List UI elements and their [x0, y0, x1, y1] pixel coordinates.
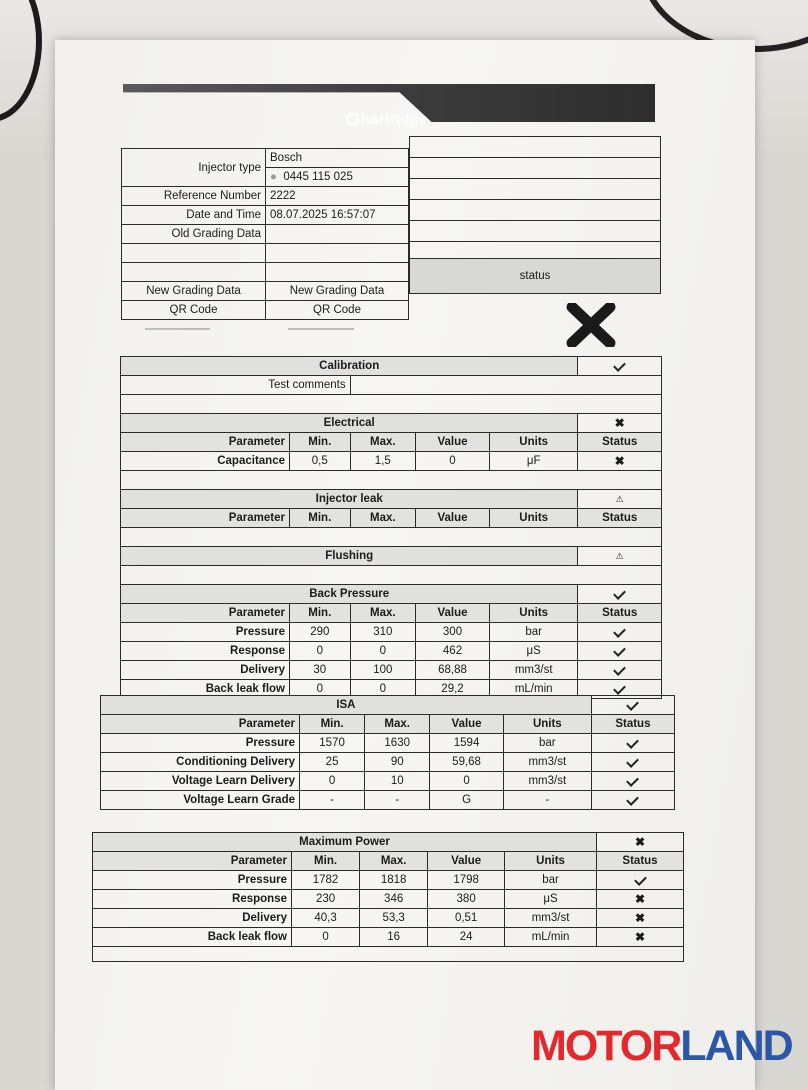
min-cell: 1782 — [292, 871, 360, 890]
units-cell: mL/min — [489, 680, 577, 699]
blank-cell — [410, 221, 661, 242]
param-cell: Capacitance — [121, 452, 290, 471]
calibration-title: Calibration — [121, 357, 578, 376]
value-cell: 1798 — [428, 871, 505, 890]
col-min: Min. — [300, 715, 365, 734]
check-icon — [613, 682, 626, 695]
check-icon — [613, 587, 626, 600]
check-icon — [627, 774, 640, 787]
min-cell: - — [300, 791, 365, 810]
old-grading-value — [266, 225, 409, 244]
spacer — [93, 947, 684, 962]
min-cell: 0 — [300, 772, 365, 791]
max-cell: 90 — [365, 753, 430, 772]
overall-fail-icon — [566, 303, 616, 347]
check-icon — [634, 873, 647, 886]
col-value: Value — [416, 604, 490, 623]
flushing-title: Flushing — [121, 547, 578, 566]
flushing-status — [578, 547, 662, 566]
injector-type-label: Injector type — [122, 149, 266, 187]
min-cell: 25 — [300, 753, 365, 772]
units-cell: mm3/st — [503, 772, 591, 791]
param-cell: Pressure — [121, 623, 290, 642]
value-cell: 462 — [416, 642, 490, 661]
check-icon — [613, 644, 626, 657]
col-status: Status — [597, 852, 684, 871]
units-cell: bar — [505, 871, 597, 890]
param-cell: Pressure — [101, 734, 300, 753]
col-units: Units — [489, 604, 577, 623]
value-cell: 380 — [428, 890, 505, 909]
warning-icon: ⚠ — [615, 494, 624, 504]
max-power-title: Maximum Power — [93, 833, 597, 852]
watermark-part-motor: MOTOR — [531, 1022, 681, 1070]
param-cell: Delivery — [93, 909, 292, 928]
check-icon — [613, 625, 626, 638]
table-row — [93, 871, 684, 890]
hartridge-logo-icon — [346, 113, 359, 126]
max-cell: 1,5 — [350, 452, 415, 471]
spacer — [121, 566, 662, 585]
param-cell: Pressure — [93, 871, 292, 890]
datetime-label: Date and Time — [122, 206, 266, 225]
param-cell: Delivery — [121, 661, 290, 680]
status-cell — [591, 791, 674, 810]
x-icon: ✖ — [634, 892, 646, 906]
injector-leak-status — [578, 490, 662, 509]
status-cell — [597, 871, 684, 890]
units-cell: mm3/st — [489, 661, 577, 680]
col-parameter: Parameter — [121, 433, 290, 452]
min-cell: 30 — [290, 661, 351, 680]
check-icon — [613, 663, 626, 676]
col-parameter: Parameter — [121, 509, 290, 528]
value-cell: 300 — [416, 623, 490, 642]
max-power-table — [92, 832, 684, 962]
blank-cell — [410, 137, 661, 158]
status-cell — [578, 623, 662, 642]
units-cell: bar — [503, 734, 591, 753]
back-pressure-status — [578, 585, 662, 604]
value-cell: 1594 — [430, 734, 504, 753]
check-icon — [613, 359, 626, 372]
status-label: status — [410, 259, 661, 294]
col-status: Status — [591, 715, 674, 734]
min-cell: 0 — [292, 928, 360, 947]
table-row — [121, 623, 662, 642]
table-row — [101, 791, 675, 810]
max-cell: - — [365, 791, 430, 810]
test-comments-value — [350, 376, 661, 395]
col-value: Value — [430, 715, 504, 734]
col-status: Status — [578, 604, 662, 623]
param-cell: Voltage Learn Grade — [101, 791, 300, 810]
spacer — [121, 528, 662, 547]
units-cell: μF — [489, 452, 577, 471]
check-icon — [627, 698, 640, 711]
spacer — [121, 395, 662, 414]
min-cell: 1570 — [300, 734, 365, 753]
isa-status — [591, 696, 674, 715]
table-row — [101, 772, 675, 791]
col-min: Min. — [290, 604, 351, 623]
max-power-status — [597, 833, 684, 852]
brand-logo — [346, 111, 428, 128]
injector-leak-title: Injector leak — [121, 490, 578, 509]
units-cell: mm3/st — [503, 753, 591, 772]
electrical-status — [578, 414, 662, 433]
watermark-part-land: LAND — [680, 1022, 792, 1070]
motorland-watermark — [531, 1022, 792, 1071]
calibration-status — [578, 357, 662, 376]
status-cell — [597, 890, 684, 909]
isa-title: ISA — [101, 696, 592, 715]
check-icon — [627, 755, 640, 768]
results-table-upper — [120, 356, 662, 699]
table-row — [93, 928, 684, 947]
back-pressure-title: Back Pressure — [121, 585, 578, 604]
col-units: Units — [489, 509, 577, 528]
x-icon: ✖ — [634, 835, 646, 849]
col-parameter: Parameter — [93, 852, 292, 871]
min-cell: 0 — [290, 680, 351, 699]
col-max: Max. — [350, 509, 415, 528]
check-icon — [627, 736, 640, 749]
status-cell — [578, 452, 662, 471]
value-cell: 59,68 — [430, 753, 504, 772]
spacer — [121, 471, 662, 490]
param-cell: Response — [93, 890, 292, 909]
value-cell: G — [430, 791, 504, 810]
datetime-value: 08.07.2025 16:57:07 — [266, 206, 409, 225]
units-cell: μS — [489, 642, 577, 661]
min-cell: 290 — [290, 623, 351, 642]
col-status: Status — [578, 433, 662, 452]
max-cell: 310 — [350, 623, 415, 642]
value-cell: 0,51 — [428, 909, 505, 928]
col-units: Units — [489, 433, 577, 452]
table-row — [101, 734, 675, 753]
status-cell — [597, 909, 684, 928]
isa-table — [100, 695, 675, 810]
blank-cell — [410, 242, 661, 259]
status-cell — [591, 753, 674, 772]
injector-info-table — [121, 148, 409, 320]
status-cell — [578, 661, 662, 680]
divider — [145, 328, 210, 330]
col-value: Value — [428, 852, 505, 871]
value-cell: 0 — [430, 772, 504, 791]
param-cell: Conditioning Delivery — [101, 753, 300, 772]
table-row — [101, 753, 675, 772]
blank-cell — [122, 263, 266, 282]
min-cell: 0,5 — [290, 452, 351, 471]
table-row — [93, 890, 684, 909]
units-cell: mm3/st — [505, 909, 597, 928]
blank-cell — [410, 179, 661, 200]
units-cell: μS — [505, 890, 597, 909]
col-min: Min. — [292, 852, 360, 871]
reference-label: Reference Number — [122, 187, 266, 206]
check-icon — [627, 793, 640, 806]
blank-cell — [410, 200, 661, 221]
x-icon: ✖ — [614, 416, 625, 430]
col-max: Max. — [360, 852, 428, 871]
value-cell: 29,2 — [416, 680, 490, 699]
status-cell — [591, 772, 674, 791]
col-max: Max. — [350, 604, 415, 623]
col-min: Min. — [290, 509, 351, 528]
col-status: Status — [578, 509, 662, 528]
blank-cell — [122, 244, 266, 263]
max-cell: 100 — [350, 661, 415, 680]
table-row — [121, 661, 662, 680]
old-grading-label: Old Grading Data — [122, 225, 266, 244]
max-cell: 1818 — [360, 871, 428, 890]
param-cell: Back leak flow — [121, 680, 290, 699]
x-icon: ✖ — [614, 454, 625, 468]
units-cell: mL/min — [505, 928, 597, 947]
col-parameter: Parameter — [121, 604, 290, 623]
new-grading-value: New Grading Data — [266, 282, 409, 301]
status-panel — [409, 136, 661, 294]
col-max: Max. — [365, 715, 430, 734]
status-cell — [591, 734, 674, 753]
qr-value: QR Code — [266, 301, 409, 320]
brand-name: hartridge — [361, 111, 428, 128]
max-cell: 16 — [360, 928, 428, 947]
col-parameter: Parameter — [101, 715, 300, 734]
status-cell — [597, 928, 684, 947]
min-cell: 230 — [292, 890, 360, 909]
reference-value: 2222 — [266, 187, 409, 206]
injector-part: ● 0445 115 025 — [266, 168, 409, 187]
param-cell: Response — [121, 642, 290, 661]
col-min: Min. — [290, 433, 351, 452]
col-max: Max. — [350, 433, 415, 452]
col-value: Value — [416, 433, 490, 452]
blank-cell — [266, 244, 409, 263]
table-row — [121, 642, 662, 661]
blank-cell — [410, 158, 661, 179]
watermark-text — [531, 1022, 792, 1070]
max-cell: 10 — [365, 772, 430, 791]
max-cell: 346 — [360, 890, 428, 909]
value-cell: 24 — [428, 928, 505, 947]
table-row — [93, 909, 684, 928]
x-icon: ✖ — [634, 911, 646, 925]
test-comments-label: Test comments — [121, 376, 351, 395]
col-units: Units — [505, 852, 597, 871]
max-cell: 53,3 — [360, 909, 428, 928]
param-cell: Voltage Learn Delivery — [101, 772, 300, 791]
qr-label: QR Code — [122, 301, 266, 320]
max-cell: 1630 — [365, 734, 430, 753]
max-cell: 0 — [350, 680, 415, 699]
col-units: Units — [503, 715, 591, 734]
min-cell: 40,3 — [292, 909, 360, 928]
x-icon: ✖ — [634, 930, 646, 944]
electrical-title: Electrical — [121, 414, 578, 433]
warning-icon: ⚠ — [615, 551, 624, 561]
min-cell: 0 — [290, 642, 351, 661]
value-cell: 68,88 — [416, 661, 490, 680]
col-value: Value — [416, 509, 490, 528]
param-cell: Back leak flow — [93, 928, 292, 947]
new-grading-label: New Grading Data — [122, 282, 266, 301]
status-cell — [578, 642, 662, 661]
table-row — [121, 452, 662, 471]
divider — [288, 328, 354, 330]
units-cell: bar — [489, 623, 577, 642]
max-cell: 0 — [350, 642, 415, 661]
injector-make: Bosch — [266, 149, 409, 168]
value-cell: 0 — [416, 452, 490, 471]
units-cell: - — [503, 791, 591, 810]
blank-cell — [266, 263, 409, 282]
